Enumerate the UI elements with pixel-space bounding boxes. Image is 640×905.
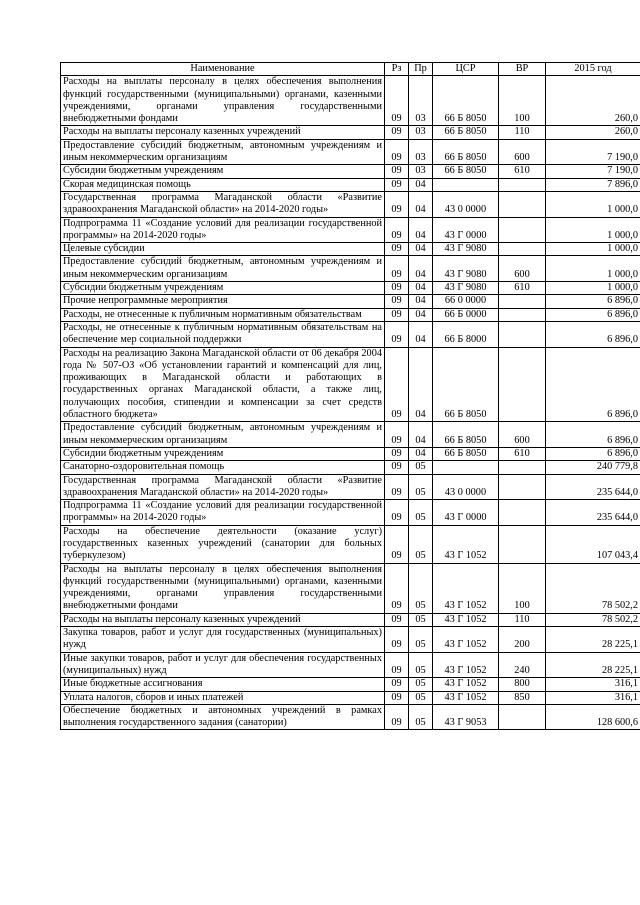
row-name: Предоставление субсидий бюджетным, автономным учреждениям и иным некоммерческим организациям [61,422,385,448]
row-rz: 09 [385,447,409,460]
row-pr: 04 [409,178,433,191]
row-csr: 43 0 0000 [433,474,499,500]
row-amount: 260,0 [546,76,640,126]
table-row [61,282,640,295]
row-vr [499,461,546,474]
header-rz: Рз [385,63,409,76]
row-rz: 09 [385,704,409,730]
row-vr: 100 [499,563,546,613]
row-vr: 800 [499,678,546,691]
row-amount: 260,0 [546,126,640,139]
row-rz: 09 [385,678,409,691]
table-row [61,321,640,347]
row-pr: 05 [409,613,433,626]
row-amount: 6 896,0 [546,447,640,460]
row-vr: 600 [499,139,546,165]
row-rz: 09 [385,243,409,256]
row-rz: 09 [385,178,409,191]
table-row [61,191,640,217]
table-row [61,563,640,613]
row-rz: 09 [385,500,409,526]
row-pr: 03 [409,165,433,178]
row-name: Расходы на обеспечение деятельности (оказание услуг) государственных казенных учреждений (санатории для больных туберкулезом) [61,525,385,563]
row-csr: 66 Б 8050 [433,447,499,460]
row-name: Подпрограмма 11 «Создание условий для реализации государственной программы» на 2014-2020 годы» [61,217,385,243]
row-name: Скорая медицинская помощь [61,178,385,191]
table-row [61,652,640,678]
row-amount: 235 644,0 [546,474,640,500]
row-csr: 43 Г 1052 [433,613,499,626]
row-amount: 28 225,1 [546,627,640,653]
row-rz: 09 [385,191,409,217]
row-csr: 43 Г 9080 [433,256,499,282]
row-amount: 128 600,6 [546,704,640,730]
row-vr [499,295,546,308]
row-vr [499,704,546,730]
row-pr: 04 [409,282,433,295]
row-pr: 03 [409,126,433,139]
table-header-row [61,63,640,76]
row-pr: 04 [409,256,433,282]
table-row [61,525,640,563]
row-csr: 43 Г 1052 [433,691,499,704]
row-amount: 316,1 [546,691,640,704]
row-rz: 09 [385,347,409,422]
table-row [61,474,640,500]
row-rz: 09 [385,525,409,563]
row-csr: 43 Г 9080 [433,282,499,295]
row-pr: 04 [409,308,433,321]
row-pr: 04 [409,243,433,256]
row-vr: 600 [499,256,546,282]
row-rz: 09 [385,652,409,678]
row-vr [499,347,546,422]
row-csr: 66 Б 0000 [433,308,499,321]
row-amount: 6 896,0 [546,422,640,448]
row-amount: 107 043,4 [546,525,640,563]
row-rz: 09 [385,165,409,178]
header-pr: Пр [409,63,433,76]
table-row [61,613,640,626]
row-csr: 43 Г 1052 [433,627,499,653]
row-rz: 09 [385,321,409,347]
row-pr: 05 [409,461,433,474]
row-name: Иные закупки товаров, работ и услуг для обеспечения государственных (муниципальных) нужд [61,652,385,678]
row-amount: 1 000,0 [546,243,640,256]
row-pr: 05 [409,652,433,678]
row-vr [499,474,546,500]
row-rz: 09 [385,627,409,653]
row-pr: 04 [409,217,433,243]
row-name: Расходы на выплаты персоналу казенных учреждений [61,126,385,139]
row-amount: 6 896,0 [546,321,640,347]
row-rz: 09 [385,613,409,626]
row-name: Санаторно-оздоровительная помощь [61,461,385,474]
header-csr: ЦСР [433,63,499,76]
row-pr: 04 [409,447,433,460]
row-csr: 43 Г 1052 [433,678,499,691]
row-amount: 235 644,0 [546,500,640,526]
row-name: Расходы на выплаты персоналу в целях обеспечения выполнения функций государственными (муниципальными) органами, казенными учреждениями, органами управления государственными внебюджетными фондами [61,76,385,126]
budget-table [60,62,640,730]
table-row [61,627,640,653]
row-pr: 05 [409,704,433,730]
row-vr: 200 [499,627,546,653]
row-vr [499,525,546,563]
row-name: Закупка товаров, работ и услуг для государственных (муниципальных) нужд [61,627,385,653]
row-amount: 78 502,2 [546,563,640,613]
table-row [61,500,640,526]
row-name: Расходы на реализацию Закона Магаданской области от 06 декабря 2004 года № 507-ОЗ «Об установлении гарантий и компенсаций для лиц, проживающих в Магаданской области и работающих в государственных органах Магаданской области, а также лиц, получающих пособия, стипендии и компенсации за счет средств областного бюджета» [61,347,385,422]
row-rz: 09 [385,308,409,321]
row-name: Субсидии бюджетным учреждениям [61,165,385,178]
row-csr: 43 Г 1052 [433,652,499,678]
row-vr: 110 [499,613,546,626]
row-vr: 100 [499,76,546,126]
row-amount: 316,1 [546,678,640,691]
row-amount: 6 896,0 [546,308,640,321]
row-vr [499,243,546,256]
row-csr: 43 0 0000 [433,191,499,217]
row-rz: 09 [385,217,409,243]
row-csr: 66 Б 8050 [433,76,499,126]
row-vr: 850 [499,691,546,704]
row-amount: 6 896,0 [546,347,640,422]
row-rz: 09 [385,691,409,704]
row-pr: 05 [409,563,433,613]
row-rz: 09 [385,461,409,474]
row-pr: 05 [409,474,433,500]
row-name: Уплата налогов, сборов и иных платежей [61,691,385,704]
row-pr: 05 [409,678,433,691]
row-csr: 43 Г 1052 [433,525,499,563]
row-csr: 66 0 0000 [433,295,499,308]
row-vr [499,191,546,217]
table-row [61,126,640,139]
table-row [61,308,640,321]
row-name: Государственная программа Магаданской области «Развитие здравоохранения Магаданской области» на 2014-2020 годы» [61,191,385,217]
row-amount: 1 000,0 [546,217,640,243]
row-name: Субсидии бюджетным учреждениям [61,447,385,460]
row-vr: 610 [499,282,546,295]
row-amount: 7 896,0 [546,178,640,191]
table-row [61,422,640,448]
row-csr: 66 Б 8050 [433,126,499,139]
table-row [61,295,640,308]
row-name: Расходы на выплаты персоналу в целях обеспечения выполнения функций государственными (муниципальными) органами, казенными учреждениями, органами управления государственными внебюджетными фондами [61,563,385,613]
table-row [61,217,640,243]
row-name: Расходы, не отнесенные к публичным нормативным обязательствам на обеспечение мер социальной поддержки [61,321,385,347]
row-name: Расходы, не отнесенные к публичным нормативным обязательствам [61,308,385,321]
row-vr: 110 [499,126,546,139]
row-rz: 09 [385,139,409,165]
row-amount: 7 190,0 [546,165,640,178]
table-row [61,256,640,282]
row-csr: 43 Г 0000 [433,217,499,243]
row-pr: 05 [409,627,433,653]
row-amount: 1 000,0 [546,191,640,217]
row-name: Предоставление субсидий бюджетным, автономным учреждениям и иным некоммерческим организациям [61,139,385,165]
row-vr [499,500,546,526]
row-vr: 610 [499,447,546,460]
row-rz: 09 [385,563,409,613]
row-amount: 78 502,2 [546,613,640,626]
row-csr: 66 Б 8050 [433,139,499,165]
row-pr: 04 [409,321,433,347]
row-vr [499,217,546,243]
row-amount: 1 000,0 [546,282,640,295]
row-vr: 600 [499,422,546,448]
row-name: Расходы на выплаты персоналу казенных учреждений [61,613,385,626]
row-csr: 66 Б 8050 [433,347,499,422]
row-pr: 03 [409,139,433,165]
table-row [61,461,640,474]
row-pr: 04 [409,191,433,217]
row-csr: 43 Г 1052 [433,563,499,613]
row-pr: 05 [409,500,433,526]
row-name: Обеспечение бюджетных и автономных учреждений в рамках выполнения государственного задания (санатории) [61,704,385,730]
row-rz: 09 [385,422,409,448]
row-pr: 05 [409,691,433,704]
row-amount: 1 000,0 [546,256,640,282]
row-name: Субсидии бюджетным учреждениям [61,282,385,295]
row-csr: 66 Б 8000 [433,321,499,347]
row-pr: 04 [409,422,433,448]
row-amount: 7 190,0 [546,139,640,165]
table-row [61,691,640,704]
row-csr [433,461,499,474]
table-row [61,165,640,178]
row-pr: 04 [409,295,433,308]
table-row [61,447,640,460]
header-year: 2015 год [546,63,640,76]
table-row [61,76,640,126]
row-csr: 66 Б 8050 [433,422,499,448]
row-rz: 09 [385,76,409,126]
header-name: Наименование [61,63,385,76]
row-csr: 66 Б 8050 [433,165,499,178]
row-csr: 43 Г 9053 [433,704,499,730]
row-rz: 09 [385,295,409,308]
table-row [61,243,640,256]
row-amount: 240 779,8 [546,461,640,474]
row-name: Подпрограмма 11 «Создание условий для реализации государственной программы» на 2014-2020 годы» [61,500,385,526]
row-rz: 09 [385,282,409,295]
row-rz: 09 [385,256,409,282]
row-csr [433,178,499,191]
table-row [61,347,640,422]
row-name: Целевые субсидии [61,243,385,256]
row-vr: 610 [499,165,546,178]
row-name: Прочие непрограммные мероприятия [61,295,385,308]
row-vr [499,308,546,321]
row-amount: 6 896,0 [546,295,640,308]
row-vr [499,321,546,347]
row-pr: 05 [409,525,433,563]
row-name: Предоставление субсидий бюджетным, автономным учреждениям и иным некоммерческим организациям [61,256,385,282]
table-row [61,704,640,730]
row-amount: 28 225,1 [546,652,640,678]
row-vr [499,178,546,191]
row-rz: 09 [385,126,409,139]
row-name: Государственная программа Магаданской области «Развитие здравоохранения Магаданской области» на 2014-2020 годы» [61,474,385,500]
row-pr: 03 [409,76,433,126]
row-pr: 04 [409,347,433,422]
row-rz: 09 [385,474,409,500]
row-csr: 43 Г 0000 [433,500,499,526]
table-row [61,139,640,165]
table-row [61,678,640,691]
row-name: Иные бюджетные ассигнования [61,678,385,691]
row-csr: 43 Г 9080 [433,243,499,256]
header-vr: ВР [499,63,546,76]
table-row [61,178,640,191]
row-vr: 240 [499,652,546,678]
